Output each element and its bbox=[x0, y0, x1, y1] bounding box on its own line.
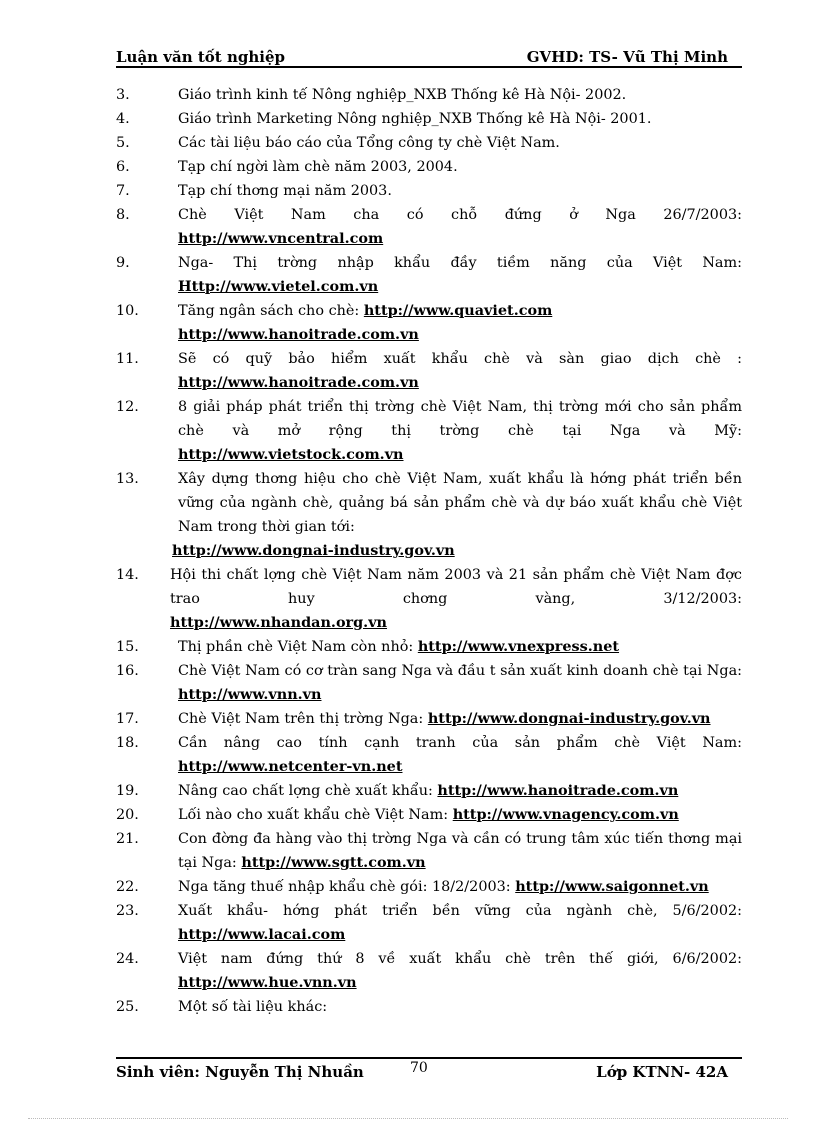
reference-item bbox=[116, 467, 742, 563]
reference-number: 16. bbox=[116, 663, 139, 679]
reference-text: Giáo trình Marketing Nông nghiệp_NXB Thống kê Hà Nội- 2001. bbox=[178, 111, 652, 127]
reference-link[interactable]: http://www.lacai.com bbox=[178, 926, 346, 943]
page-break-divider bbox=[28, 1118, 788, 1119]
reference-link[interactable]: http://www.nhandan.org.vn bbox=[170, 614, 388, 631]
reference-item bbox=[116, 563, 742, 635]
reference-item bbox=[116, 395, 742, 467]
reference-text: Con đờng đa hàng vào thị trờng Nga và cần có trung tâm xúc tiến thơng mại tại Nga: bbox=[178, 831, 742, 871]
reference-link[interactable]: http://www.dongnai-industry.gov.vn bbox=[172, 542, 455, 559]
page-header bbox=[116, 44, 742, 68]
reference-number: 19. bbox=[116, 783, 139, 799]
reference-number: 7. bbox=[116, 183, 130, 199]
reference-text: Hội thi chất lợng chè Việt Nam năm 2003 và 21 sản phẩm chè Việt Nam đợc trao huy chơng vàng, 3/12/2003: bbox=[170, 567, 742, 607]
reference-text: Chè Việt Nam trên thị trờng Nga: bbox=[178, 711, 424, 727]
reference-number: 14. bbox=[116, 567, 139, 583]
reference-item bbox=[116, 995, 742, 1019]
reference-number: 5. bbox=[116, 135, 130, 151]
reference-list bbox=[116, 83, 742, 1019]
reference-text: Một số tài liệu khác: bbox=[178, 999, 328, 1015]
footer-class: Lớp KTNN- 42A bbox=[596, 1063, 728, 1081]
reference-text: Tạp chí thơng mại năm 2003. bbox=[178, 183, 392, 199]
reference-text: Nga- Thị trờng nhập khẩu đầy tiềm năng của Việt Nam: bbox=[178, 255, 742, 271]
reference-link[interactable]: http://www.quaviet.com bbox=[363, 302, 553, 319]
reference-number: 25. bbox=[116, 999, 139, 1015]
reference-number: 6. bbox=[116, 159, 130, 175]
reference-text: Việt nam đứng thứ 8 về xuất khẩu chè trên thế giới, 6/6/2002: bbox=[178, 951, 742, 967]
reference-item bbox=[116, 731, 742, 779]
reference-item bbox=[116, 635, 742, 659]
reference-link[interactable]: http://www.dongnai-industry.gov.vn bbox=[427, 710, 711, 727]
reference-number: 15. bbox=[116, 639, 139, 655]
reference-number: 23. bbox=[116, 903, 139, 919]
reference-item bbox=[116, 107, 742, 131]
reference-number: 8. bbox=[116, 207, 130, 223]
reference-link[interactable]: http://www.saigonnet.vn bbox=[515, 878, 709, 895]
reference-text: Tạp chí ngời làm chè năm 2003, 2004. bbox=[178, 159, 458, 175]
reference-number: 11. bbox=[116, 351, 139, 367]
reference-number: 10. bbox=[116, 303, 139, 319]
reference-link[interactable]: http://www.vnagency.com.vn bbox=[452, 806, 679, 823]
reference-item bbox=[116, 707, 742, 731]
reference-item bbox=[116, 779, 742, 803]
reference-link[interactable]: http://www.sgtt.com.vn bbox=[241, 854, 426, 871]
reference-text: Sẽ có quỹ bảo hiểm xuất khẩu chè và sàn giao dịch chè : bbox=[178, 351, 742, 367]
reference-number: 13. bbox=[116, 471, 139, 487]
reference-text: Lối nào cho xuất khẩu chè Việt Nam: bbox=[178, 807, 449, 823]
reference-number: 18. bbox=[116, 735, 139, 751]
page-number: 70 bbox=[410, 1060, 428, 1076]
reference-text: Thị phần chè Việt Nam còn nhỏ: bbox=[178, 639, 414, 655]
reference-link[interactable]: http://www.vnn.vn bbox=[178, 686, 322, 703]
reference-item bbox=[116, 203, 742, 251]
reference-link[interactable]: http://www.hue.vnn.vn bbox=[178, 974, 357, 991]
reference-text: Nga tăng thuế nhập khẩu chè gói: 18/2/2003: bbox=[178, 879, 511, 895]
reference-item bbox=[116, 803, 742, 827]
reference-link[interactable]: Http://www.vietel.com.vn bbox=[178, 278, 379, 295]
reference-link-secondary[interactable]: http://www.hanoitrade.com.vn bbox=[178, 326, 419, 343]
reference-number: 17. bbox=[116, 711, 139, 727]
reference-number: 20. bbox=[116, 807, 139, 823]
reference-item bbox=[116, 131, 742, 155]
reference-text: Tăng ngân sách cho chè: bbox=[178, 303, 360, 319]
reference-item bbox=[116, 659, 742, 707]
footer-student-name: Sinh viên: Nguyễn Thị Nhuần bbox=[116, 1063, 364, 1081]
reference-text: Chè Việt Nam có cơ tràn sang Nga và đầu t sản xuất kinh doanh chè tại Nga: bbox=[178, 663, 742, 679]
reference-link[interactable]: http://www.vietstock.com.vn bbox=[178, 446, 404, 463]
header-thesis-title: Luận văn tốt nghiệp bbox=[116, 48, 285, 66]
reference-text: Xuất khẩu- hớng phát triển bền vững của ngành chè, 5/6/2002: bbox=[178, 903, 742, 919]
reference-item bbox=[116, 899, 742, 947]
reference-text: 8 giải pháp phát triển thị trờng chè Việt Nam, thị trờng mới cho sản phẩm chè và mở rộng thị trờng chè tại Nga và Mỹ: bbox=[178, 399, 742, 439]
reference-number: 9. bbox=[116, 255, 130, 271]
reference-number: 12. bbox=[116, 399, 139, 415]
reference-item bbox=[116, 827, 742, 875]
header-supervisor: GVHD: TS- Vũ Thị Minh bbox=[526, 48, 728, 66]
reference-item bbox=[116, 251, 742, 299]
reference-number: 21. bbox=[116, 831, 139, 847]
reference-number: 4. bbox=[116, 111, 130, 127]
reference-text: Xây dựng thơng hiệu cho chè Việt Nam, xuất khẩu là hớng phát triển bền vững của ngành chè, quảng bá sản phẩm chè và dự báo xuất khẩu chè Việt Nam trong thời gian tới: bbox=[178, 471, 742, 535]
page-footer bbox=[116, 1057, 742, 1081]
reference-number: 22. bbox=[116, 879, 139, 895]
reference-item bbox=[116, 83, 742, 107]
reference-item bbox=[116, 347, 742, 395]
reference-link[interactable]: http://www.hanoitrade.com.vn bbox=[178, 374, 419, 391]
reference-number: 24. bbox=[116, 951, 139, 967]
reference-number: 3. bbox=[116, 87, 130, 103]
reference-item bbox=[116, 947, 742, 995]
reference-item bbox=[116, 875, 742, 899]
reference-text: Giáo trình kinh tế Nông nghiệp_NXB Thống kê Hà Nội- 2002. bbox=[178, 87, 627, 103]
reference-item bbox=[116, 179, 742, 203]
reference-link[interactable]: http://www.vnexpress.net bbox=[417, 638, 620, 655]
reference-item bbox=[116, 299, 742, 347]
reference-link[interactable]: http://www.hanoitrade.com.vn bbox=[437, 782, 679, 799]
reference-text: Chè Việt Nam cha có chỗ đứng ở Nga 26/7/2003: bbox=[178, 207, 742, 223]
reference-item bbox=[116, 155, 742, 179]
reference-link[interactable]: http://www.vncentral.com bbox=[178, 230, 384, 247]
reference-text: Nâng cao chất lợng chè xuất khẩu: bbox=[178, 783, 433, 799]
reference-text: Cần nâng cao tính cạnh tranh của sản phẩm chè Việt Nam: bbox=[178, 735, 742, 751]
reference-link[interactable]: http://www.netcenter-vn.net bbox=[178, 758, 403, 775]
reference-text: Các tài liệu báo cáo của Tổng công ty chè Việt Nam. bbox=[178, 135, 560, 151]
